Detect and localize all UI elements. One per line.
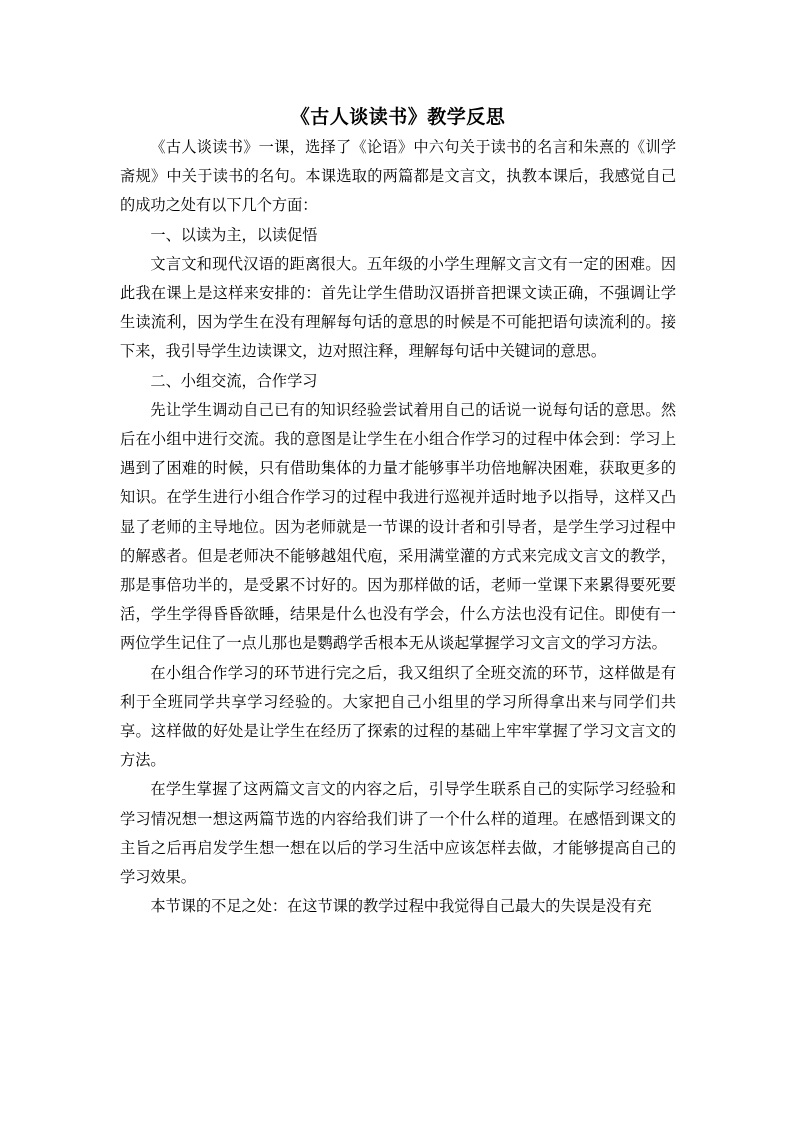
reflection-paragraph: 在学生掌握了这两篇文言文的内容之后，引导学生联系自己的实际学习经验和学习情况想一想这两篇节选的内容给我们讲了一个什么样的道理。在感悟到课文的主旨之后再启发学生想一想在以后的学习生活中应该怎样去做，才能够提高自己的学习效果。 — [120, 780, 676, 887]
shortcomings-paragraph: 本节课的不足之处：在这节课的教学过程中我觉得自己最大的失误是没有充 — [150, 897, 652, 916]
section-heading-reading: 一、以读为主，以读促悟 — [150, 225, 318, 244]
section-heading-group-work: 二、小组交流，合作学习 — [150, 371, 318, 390]
reading-paragraph: 文言文和现代汉语的距离很大。五年级的小学生理解文言文有一定的困难。因此我在课上是这样来安排的：首先让学生借助汉语拼音把课文读正确，不强调让学生读流利，因为学生在没有理解每句话的意思的时候是不可能把语句读流利的。接下来，我引导学生边读课文，边对照注释，理解每句话中关键词的意思。 — [120, 254, 676, 361]
class-sharing-paragraph: 在小组合作学习的环节进行完之后，我又组织了全班交流的环节，这样做是有利于全班同学共享学习经验的。大家把自己小组里的学习所得拿出来与同学们共享。这样做的好处是让学生在经历了探索的过程的基础上牢牢掌握了学习文言文的方法。 — [120, 663, 676, 770]
document-page — [120, 104, 676, 921]
group-work-paragraph: 先让学生调动自己已有的知识经验尝试着用自己的话说一说每句话的意思。然后在小组中进行交流。我的意图是让学生在小组合作学习的过程中体会到：学习上遇到了困难的时候，只有借助集体的力量才能够事半功倍地解决困难，获取更多的知识。在学生进行小组合作学习的过程中我进行巡视并适时地予以指导，这样又凸显了老师的主导地位。因为老师就是一节课的设计者和引导者，是学生学习过程中的解惑者。但是老师决不能够越俎代庖，采用满堂灌的方式来完成文言文的教学，那是事倍功半的，是受累不讨好的。因为那样做的话，老师一堂课下来累得要死要活，学生学得昏昏欲睡，结果是什么也没有学会，什么方法也没有记住。即使有一两位学生记住了一点儿那也是鹦鹉学舌根本无从谈起掌握学习文言文的学习方法。 — [120, 400, 676, 653]
intro-paragraph: 《古人谈读书》一课，选择了《论语》中六句关于读书的名言和朱熹的《训学斋规》中关于读书的名句。本课选取的两篇都是文言文，执教本课后，我感觉自己的成功之处有以下几个方面： — [120, 138, 676, 215]
document-title: 《古人谈读书》教学反思 — [290, 106, 506, 128]
